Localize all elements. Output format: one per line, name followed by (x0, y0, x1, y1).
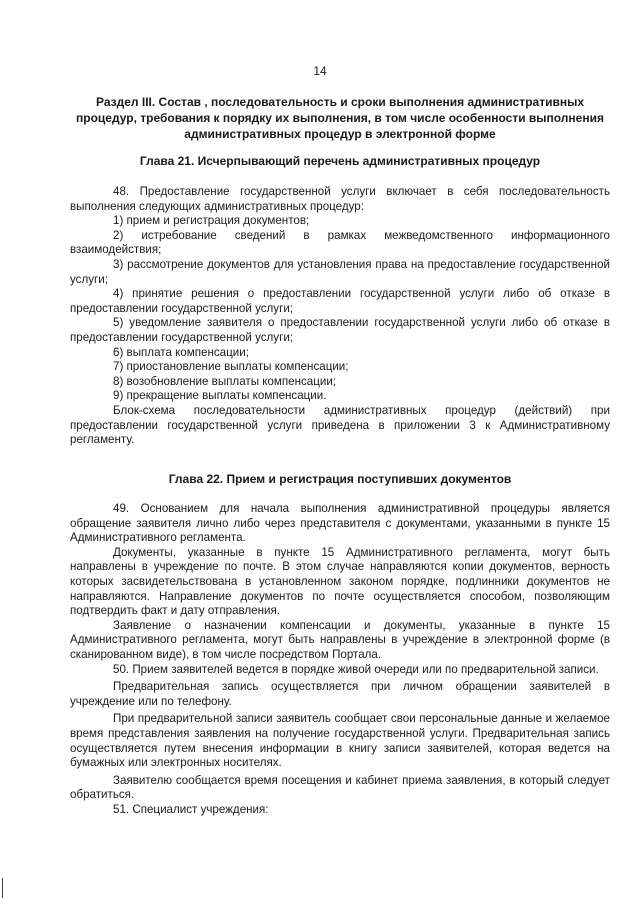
list-item: 2) истребование сведений в рамках межведомственного информационного взаимодействия; (70, 228, 610, 257)
paragraph: Предварительная запись осуществляется при личном обращении заявителей в учреждение или по телефону. (70, 680, 610, 708)
paragraph: Заявителю сообщается время посещения и кабинет приема заявления, в который следует обратиться. (70, 773, 610, 802)
paragraph: Заявление о назначении компенсации и документы, указанные в пункте 15 Административного регламента, могут быть направлены в учреждение в электронной форме (в сканированном виде), в том числе посредством Портала. (70, 618, 610, 661)
paragraph-51: 51. Специалист учреждения: (113, 802, 269, 816)
list-item: 1) прием и регистрация документов; (113, 214, 310, 228)
page-number: 14 (313, 64, 327, 78)
list-item: 9) прекращение выплаты компенсации. (113, 389, 327, 403)
list-item: 5) уведомление заявителя о предоставлении государственной услуги либо об отказе в предоставлении государственной услуги; (70, 316, 610, 344)
chapter-22-title: Глава 22. Прием и регистрация поступивших документов (168, 472, 512, 486)
chapter-21-body (70, 185, 610, 448)
paragraph: При предварительной записи заявитель сообщает свои персональные данные и желаемое время представления заявления на получение государственной услуги. Предварительная запись осуществляется путем внесения информации в книгу записи заявителей, которая ведется на бумажных или электронных носителях. (70, 712, 610, 770)
paragraph-49: 49. Основанием для начала выполнения административной процедуры является обращение заявителя лично либо через представителя с документами, указанными в пункте 15 Административного регламента. (70, 502, 610, 545)
list-item: 3) рассмотрение документов для установления права на предоставление государственной услуги; (70, 257, 610, 286)
chapter-21-title: Глава 21. Исчерпывающий перечень административных процедур (139, 154, 541, 168)
scan-margin-mark (2, 878, 3, 898)
flowchart-note: Блок-схема последовательности административных процедур (действий) при предоставлении государственной услуги приведена в приложении 3 к Административному регламенту. (70, 403, 610, 447)
chapter-22-body (70, 502, 610, 817)
paragraph: Документы, указанные в пункте 15 Административного регламента, могут быть направлены в учреждение по почте. В этом случае направляются копии документов, верность которых засвидетельствована в установленном законом порядке, подлинники документов не направляются. Направление документов по почте осуществляется способом, позволяющим подтвердить факт и дату отправления. (70, 545, 610, 618)
list-item: 7) приостановление выплаты компенсации; (113, 360, 349, 374)
list-item: 6) выплата компенсации; (113, 345, 249, 359)
paragraph-50: 50. Прием заявителей ведется в порядке живой очереди или по предварительной записи. (113, 662, 599, 676)
list-item: 4) принятие решения о предоставлении государственной услуги либо об отказе в предоставлении государственной услуги; (70, 287, 610, 315)
paragraph-48: 48. Предоставление государственной услуги включает в себя последовательность выполнения следующих административных процедур: (70, 185, 610, 213)
list-item: 8) возобновление выплаты компенсации; (113, 374, 337, 388)
section-title: Раздел III. Состав , последовательность и сроки выполнения административных процедур, требования к порядку их выполнения, в том числе особенности выполнения административных процедур в электронной форме (76, 95, 604, 141)
